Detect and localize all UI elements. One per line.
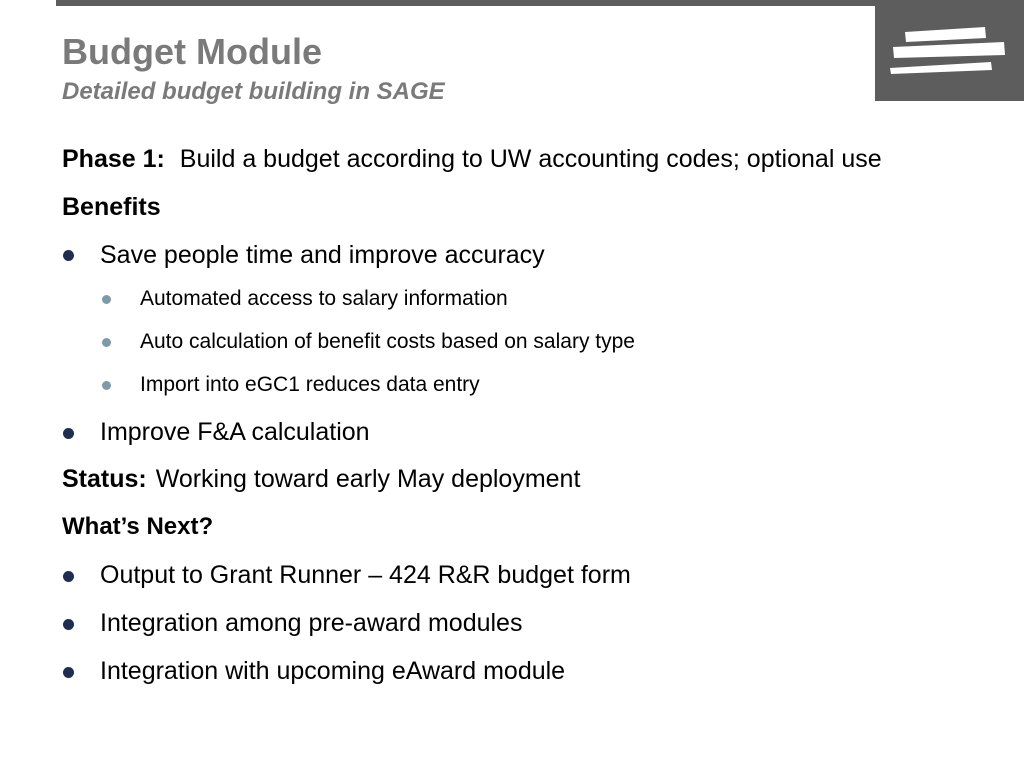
status-label: Status: [62, 465, 147, 493]
sub-bullet-icon [102, 381, 111, 390]
benefit-subitem: Automated access to salary information [140, 287, 508, 310]
bullet-icon [63, 619, 74, 630]
next-item: Integration among pre-award modules [100, 609, 523, 637]
bullet-icon [63, 428, 74, 439]
phase-text: Build a budget according to UW accounting codes; optional use [179, 145, 882, 173]
benefit-subitem: Auto calculation of benefit costs based on salary type [140, 330, 635, 353]
benefits-heading: Benefits [62, 193, 161, 221]
benefit-item: Save people time and improve accuracy [100, 241, 545, 269]
benefit-item: Improve F&A calculation [100, 418, 370, 446]
status-line [62, 464, 580, 494]
next-item: Output to Grant Runner – 424 R&R budget form [100, 561, 631, 589]
next-item: Integration with upcoming eAward module [100, 657, 566, 685]
page-title: Budget Module [62, 31, 322, 72]
next-heading: What’s Next? [62, 513, 214, 540]
page-subtitle: Detailed budget building in SAGE [62, 78, 445, 105]
header-bar [56, 0, 876, 6]
phase-line [62, 144, 882, 174]
stacked-bars-logo-icon [875, 0, 1024, 101]
phase-label: Phase 1: [62, 145, 165, 173]
benefit-subitem: Import into eGC1 reduces data entry [140, 373, 480, 396]
bullet-icon [63, 250, 74, 261]
sub-bullet-icon [102, 338, 111, 347]
status-text: Working toward early May deployment [155, 465, 581, 493]
bullet-icon [63, 571, 74, 582]
bullet-icon [63, 667, 74, 678]
sub-bullet-icon [102, 295, 111, 304]
logo [875, 0, 1024, 101]
